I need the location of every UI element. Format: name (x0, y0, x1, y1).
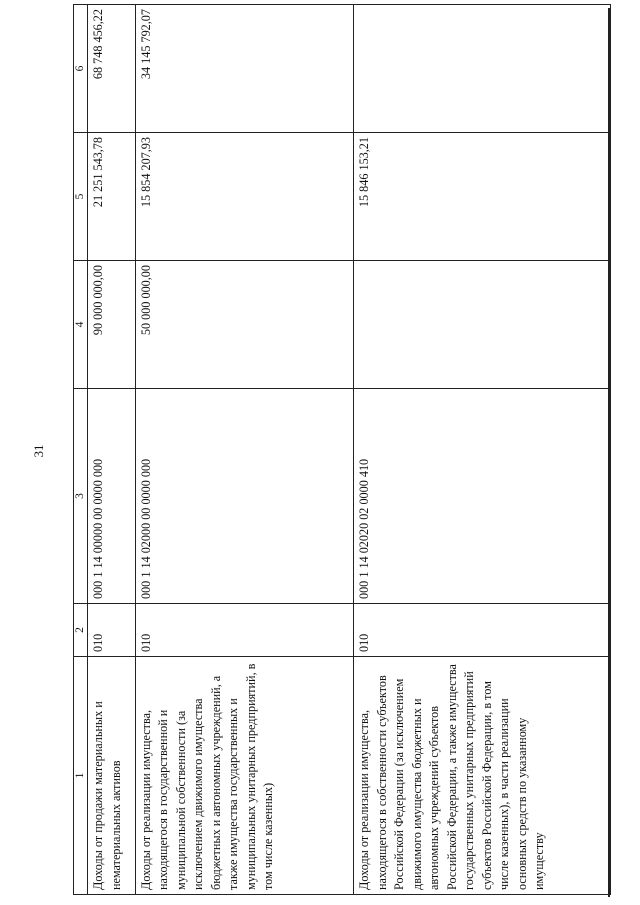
table-row (135, 5, 353, 895)
rotated-table-container (73, 5, 611, 895)
row-col6-cell: 68 748 456,22 (88, 5, 136, 133)
row-name-cell: Доходы от продажи материальных и нематериальных активов (88, 657, 136, 895)
row-code-cell: 010 (88, 604, 136, 657)
row-col5-cell: 21 251 543,78 (88, 133, 136, 261)
row-kbk-cell: 000 1 14 00000 00 0000 000 (88, 389, 136, 604)
row-kbk-cell: 000 1 14 02000 00 0000 000 (135, 389, 353, 604)
column-header: 2 (74, 604, 88, 657)
table-row (354, 5, 611, 895)
row-col4-cell (354, 261, 611, 389)
row-col5-cell: 15 854 207,93 (135, 133, 353, 261)
page-number: 31 (31, 444, 46, 458)
column-header: 5 (74, 133, 88, 261)
row-col4-cell: 90 000 000,00 (88, 261, 136, 389)
row-code-cell: 010 (354, 604, 611, 657)
row-name-cell: Доходы от реализации имущества, находящегося в государственной и муниципальной собственности (за исключением движимого имущества бюджетных и автономных учреждений, а также имущества государственных и муниципальных унитарных предприятий, в том числе казенных) (135, 657, 353, 895)
row-code-cell: 010 (135, 604, 353, 657)
row-col4-cell: 50 000 000,00 (135, 261, 353, 389)
row-name-cell: Доходы от реализации имущества, находящегося в собственности субъектов Российской Федерации (за исключением движимого имущества бюджетных и автономных учреждений субъектов Российской Федерации, а также имущества государственных унитарных предприятий субъектов Российской Федерации, в том числе казенных), в части реализации основных средств по указанному имуществу (354, 657, 611, 895)
row-col6-cell (354, 5, 611, 133)
row-col5-cell: 15 846 153,21 (354, 133, 611, 261)
table-row (88, 5, 136, 895)
column-header: 1 (74, 657, 88, 895)
column-header: 4 (74, 261, 88, 389)
column-header: 3 (74, 389, 88, 604)
revenue-table (73, 4, 611, 895)
column-header: 6 (74, 5, 88, 133)
row-kbk-cell: 000 1 14 02020 02 0000 410 (354, 389, 611, 604)
row-col6-cell: 34 145 792,07 (135, 5, 353, 133)
table-header-row (74, 5, 88, 895)
